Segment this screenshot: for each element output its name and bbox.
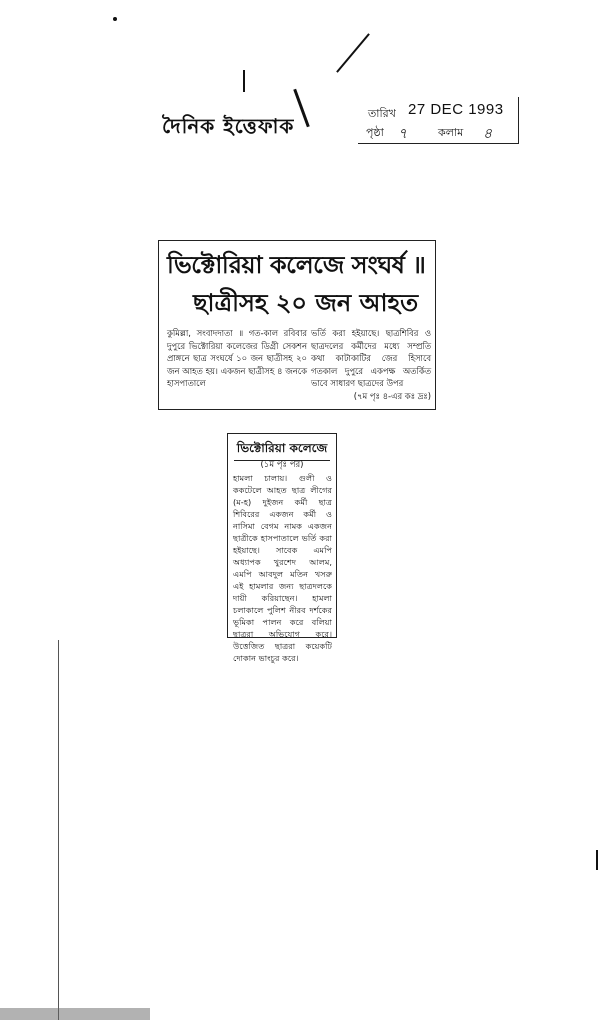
page-label: পৃষ্ঠা	[366, 127, 384, 139]
continued-body: হামলা চালায়। গুলী ও ককটেলে আহত ছাত্র লীগের (ম-হ) দুইজন কর্মী ছাত্র শিবিরের একজন কর্মী ও নাসিমা বেগম নামক একজন ছাত্রীকে হাসপাতালে ভর্তি করা হইয়াছে। সাবেক এমপি অধ্যাপক খুরশেদ আলম, এমপি আবদুল মতিন খসরু এই হামলার জন্য ছাত্রদলকে দায়ী করিয়াছেন। হামলা চলাকালে পুলিশ নীরব দর্শকের ভূমিকা পালন করে বলিয়া ছাত্ররা অভিযোগ করে। উত্তেজিত ছাত্ররা কয়েকটি দোকান ভাংচুর করে।	[233, 473, 332, 663]
column-number: ৪	[483, 125, 493, 141]
continued-heading: ভিক্টোরিয়া কলেজে	[234, 440, 330, 461]
pen-stroke	[243, 70, 245, 92]
scan-speck	[113, 17, 117, 21]
page-number: ৭	[398, 125, 408, 141]
continuation-note: (৭ম পৃঃ ৪-এর কঃ দ্রঃ)	[353, 390, 431, 401]
scan-noise	[0, 1008, 150, 1020]
subheadline: ছাত্রীসহ ২০ জন আহত	[193, 289, 419, 317]
margin-line	[58, 640, 59, 1020]
continued-subheading: (১ম পৃঃ পর)	[260, 460, 304, 470]
date-stamp	[358, 97, 519, 144]
news-clipping-main	[158, 240, 436, 410]
margin-line	[596, 850, 598, 870]
pen-stroke	[336, 33, 370, 73]
news-clipping-continued	[227, 433, 337, 663]
headline: ভিক্টোরিয়া কলেজে সংঘর্ষ ॥	[167, 251, 426, 279]
stamp-date: 27 DEC 1993	[408, 101, 504, 118]
article-column-right	[311, 327, 431, 402]
newspaper-masthead: দৈনিক ইত্তেফাক	[162, 114, 295, 138]
column-label: কলাম	[438, 127, 464, 139]
date-label: তারিখ	[368, 108, 396, 120]
article-column-right-text: ভর্তি করা হইয়াছে। ছাত্রশিবির ও ছাত্রদলের কর্মীদের মধ্যে সম্প্রতি কথা কাটাকাটির জের হিসাবে গতকাল দুপুরে একপক্ষ অতর্কিত ভাবে সাধারণ ছাত্রদের উপর	[311, 328, 431, 388]
pen-stroke	[293, 89, 309, 128]
article-column-left: কুমিল্লা, সংবাদদাতা ॥ গত-কাল রবিবার দুপুরে ভিক্টোরিয়া কলেজের ডিগ্রী সেকশন প্রাঙ্গনে ছাত্র সংঘর্ষে ১০ জন ছাত্রীসহ ২০ জন আহত হয়। একজন ছাত্রীসহ ৪ জনকে হাসপাতালে	[167, 328, 307, 388]
